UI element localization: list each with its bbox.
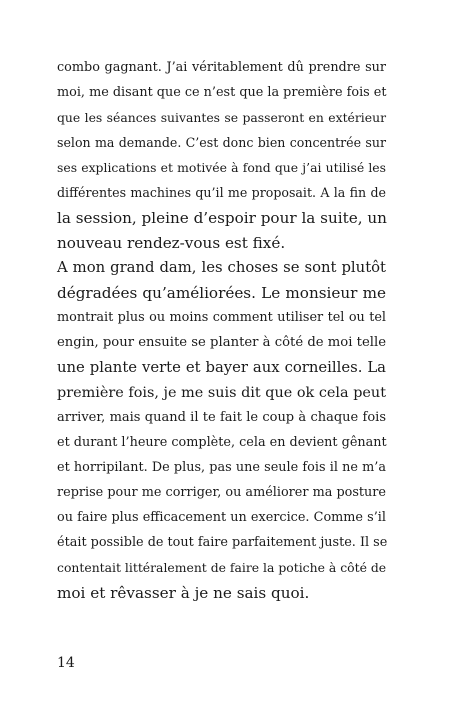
text-line: montrait plus ou moins comment utiliser tel ou tel: [57, 310, 386, 325]
text-line: combo gagnant. J’ai véritablement dû prendre sur: [57, 60, 386, 75]
text-line: la session, pleine d’espoir pour la suite, un: [57, 209, 387, 227]
text-line: engin, pour ensuite se planter à côté de moi telle: [57, 335, 386, 350]
text-line: A mon grand dam, les choses se sont plutôt: [57, 259, 386, 276]
text-line: différentes machines qu’il me proposait. A la fin de: [57, 185, 386, 200]
text-line: moi, me disant que ce n’est que la première fois et: [57, 85, 387, 100]
text-line: arriver, mais quand il te fait le coup à chaque fois: [57, 410, 386, 425]
text-line: était possible de tout faire parfaitement juste. Il se: [57, 535, 388, 550]
text-line: contentait littéralement de faire la potiche à côté de: [57, 560, 387, 575]
text-line: reprise pour me corriger, ou améliorer ma posture: [57, 485, 386, 500]
text-line: moi et rêvasser à je ne sais quoi.: [57, 584, 310, 602]
text-line: et horripilant. De plus, pas une seule fois il ne m’a: [57, 460, 386, 475]
text-line: et durant l’heure complète, cela en devient gênant: [57, 435, 387, 450]
text-line: première fois, je me suis dit que ok cela peut: [57, 385, 386, 401]
text-line: une plante verte et bayer aux corneilles. La: [57, 359, 386, 376]
page-number: 14: [57, 655, 75, 671]
text-line: ou faire plus efficacement un exercice. Comme s’il: [57, 510, 386, 525]
text-line: dégradées qu’améliorées. Le monsieur me: [57, 284, 386, 302]
text-line: selon ma demande. C’est donc bien concentrée sur: [57, 135, 386, 150]
text-line: ses explications et motivée à fond que j’ai utilisé les: [57, 160, 386, 175]
text-line: que les séances suivantes se passeront en extérieur: [57, 110, 386, 125]
text-line: nouveau rendez-vous est fixé.: [57, 234, 286, 252]
